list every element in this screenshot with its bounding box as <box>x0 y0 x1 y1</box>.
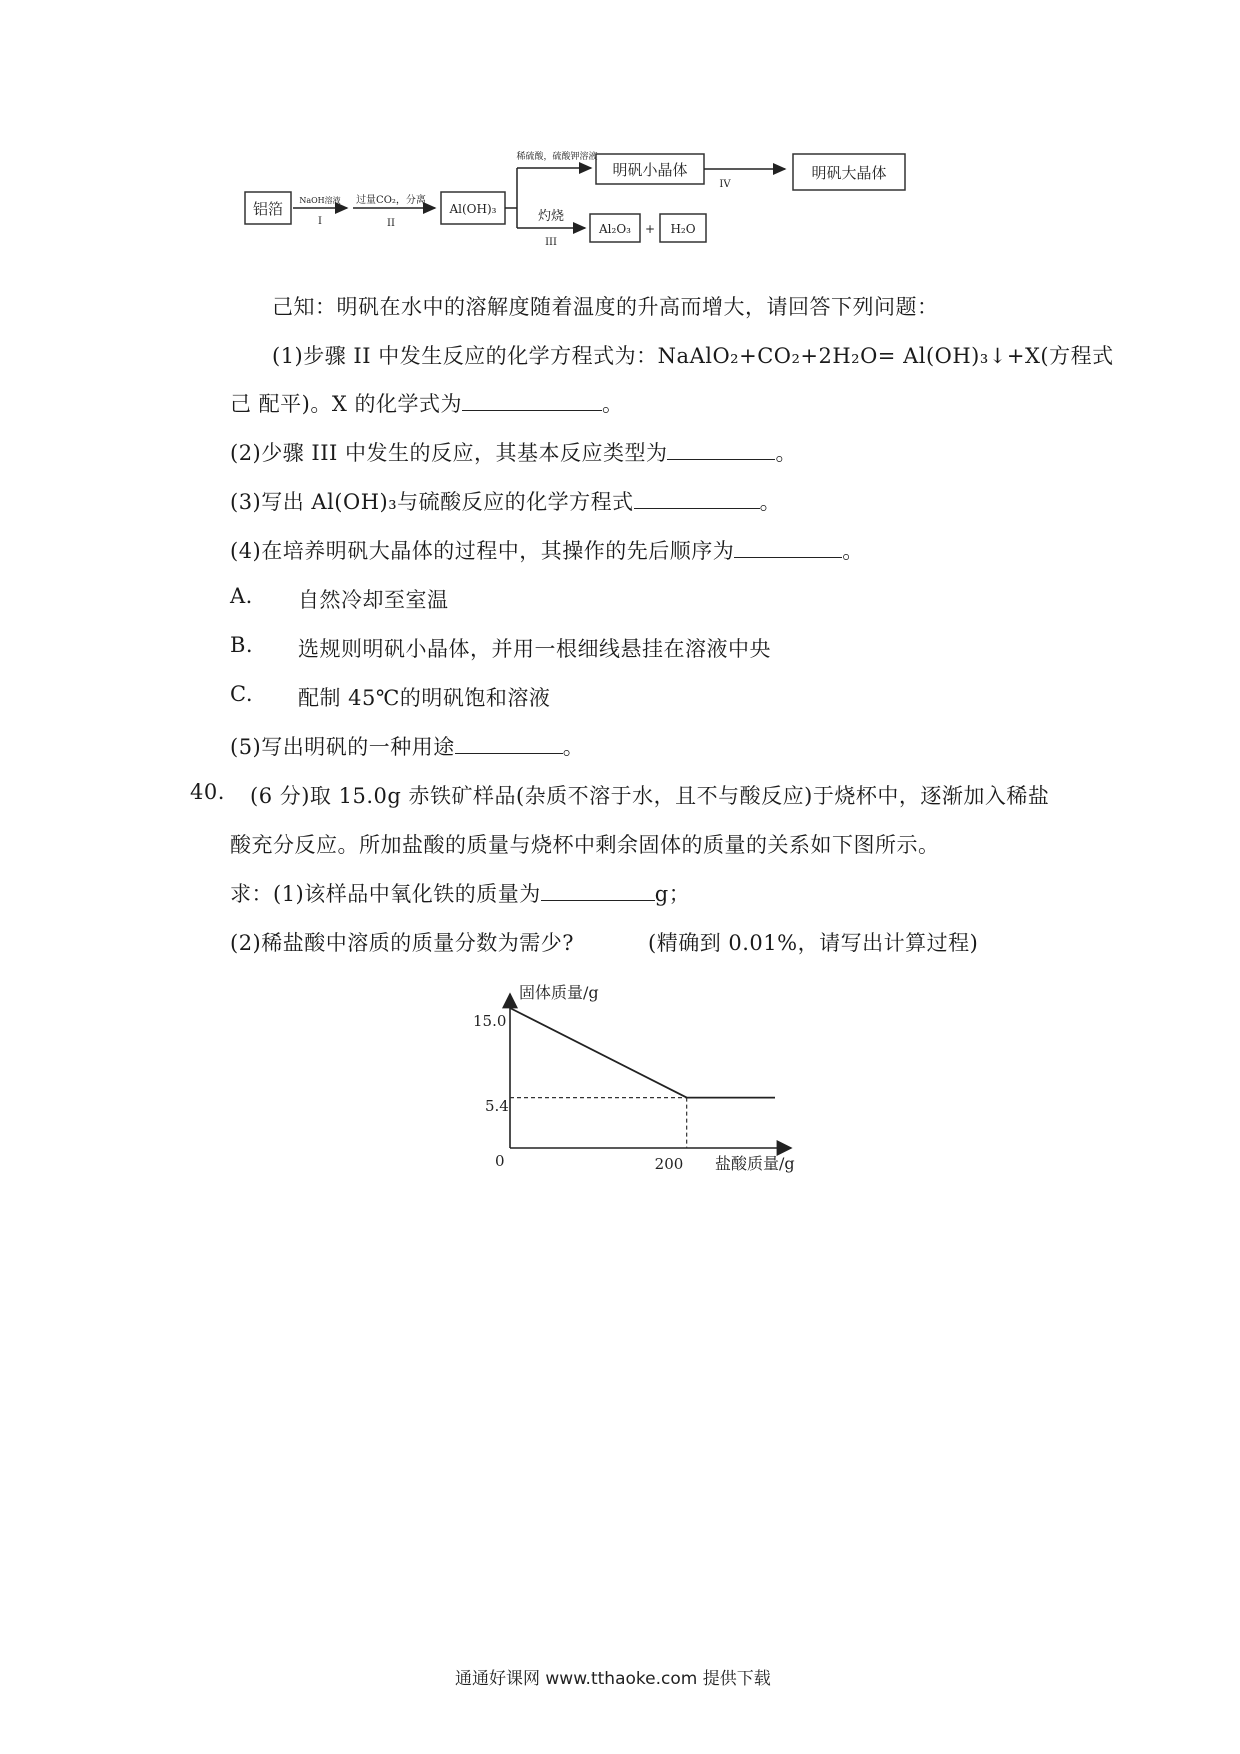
y-axis-label: 固体质量/g <box>519 983 599 1002</box>
step3-number: III <box>545 237 557 248</box>
problem-40-line-1: (6 分)取 15.0g 赤铁矿样品(杂质不溶于水，且不与酸反应)于烧杯中，逐渐加入稀盐 <box>250 784 1050 808</box>
answer-blank-5[interactable] <box>455 735 563 754</box>
step1-number: I <box>318 216 322 227</box>
y-tick-label-5-4: 5.4 <box>485 1097 509 1115</box>
foil-label: 铝箔 <box>252 200 284 218</box>
origin-label: 0 <box>495 1152 505 1170</box>
x-tick-label-200: 200 <box>654 1155 684 1173</box>
question-5-end: 。 <box>562 735 585 759</box>
problem-40-line-2: 酸充分反应。所加盐酸的质量与烧杯中剩余固体的质量的关系如下图所示。 <box>230 833 940 857</box>
question-1-line-1: (1)步骤 II 中发生反应的化学方程式为：NaAlO₂+CO₂+2H₂O= Al(OH)₃↓+X(方程式 <box>272 344 1114 368</box>
problem-40-question-1 <box>230 878 690 908</box>
question-4-prompt: (4)在培养明矾大晶体的过程中，其操作的先后顺序为 <box>230 539 735 563</box>
question-3 <box>230 486 781 516</box>
question-2-end: 。 <box>775 441 797 465</box>
known-statement: 己知：明矾在水中的溶解度随着温度的升高而增大，请回答下列问题： <box>272 295 939 319</box>
question-2-prompt: (2)少骤 III 中发生的反应，其基本反应类型为 <box>230 441 668 465</box>
problem-40-question-2: (2)稀盐酸中溶质的质量分数为需少? <box>230 931 575 955</box>
solid-mass-line <box>510 1008 775 1098</box>
answer-blank-40-1[interactable] <box>541 882 655 901</box>
question-4 <box>230 535 864 565</box>
y-tick-label-15: 15.0 <box>473 1012 507 1030</box>
option-b-letter: B. <box>230 633 254 657</box>
question-5 <box>230 731 584 761</box>
step2-number: II <box>387 218 395 229</box>
large-crystal-label: 明矾大晶体 <box>811 164 887 182</box>
step4-number: IV <box>719 179 731 190</box>
x-axis-label: 盐酸质量/g <box>715 1154 795 1173</box>
problem-40-number: 40. <box>190 780 225 804</box>
option-a-text: 自然冷却至室温 <box>298 588 449 612</box>
problem-40-question-1-prompt: 求：(1)该样品中氧化铁的质量为 <box>230 882 541 906</box>
alumina-label: Al₂O₃ <box>599 222 631 236</box>
answer-blank-2[interactable] <box>667 441 775 460</box>
question-2 <box>230 437 797 467</box>
question-1-prompt: 己 配平)。X 的化学式为 <box>230 392 462 416</box>
option-c-text: 配制 45℃的明矾饱和溶液 <box>298 686 551 710</box>
step2-reagent: 过量CO₂，分离 <box>356 195 426 206</box>
problem-40-question-2-note: (精确到 0.01%，请写出计算过程) <box>648 931 979 955</box>
option-c-letter: C. <box>230 682 253 706</box>
lower-branch-condition: 灼烧 <box>537 209 565 224</box>
aluminum-hydroxide-label: Al(OH)₃ <box>449 202 497 216</box>
question-1-line-2 <box>230 388 624 418</box>
upper-branch-reagent: 稀硫酸，硫酸钾溶液 <box>516 152 598 162</box>
question-4-end: 。 <box>842 539 864 563</box>
option-b-text: 选规则明矾小晶体，并用一根细线悬挂在溶液中央 <box>298 637 771 661</box>
problem-40-question-1-unit: g； <box>654 882 691 906</box>
question-3-prompt: (3)写出 Al(OH)₃与硫酸反应的化学方程式 <box>230 490 634 514</box>
answer-blank-1[interactable] <box>462 392 602 411</box>
small-crystal-label: 明矾小晶体 <box>612 161 688 179</box>
mass-chart <box>455 978 815 1188</box>
water-label: H₂O <box>670 222 696 236</box>
option-a-letter: A. <box>230 584 253 608</box>
answer-blank-4[interactable] <box>734 539 842 558</box>
question-1-end: 。 <box>602 392 624 416</box>
question-5-prompt: (5)写出明矾的一种用途 <box>230 735 455 759</box>
process-flowchart <box>235 150 955 278</box>
page-footer: 通通好课网 www.tthaoke.com 提供下载 <box>455 1669 771 1689</box>
question-3-end: 。 <box>759 490 782 514</box>
step1-reagent: NaOH溶液 <box>299 196 341 205</box>
answer-blank-3[interactable] <box>634 490 760 509</box>
plus-sign: + <box>644 222 656 236</box>
